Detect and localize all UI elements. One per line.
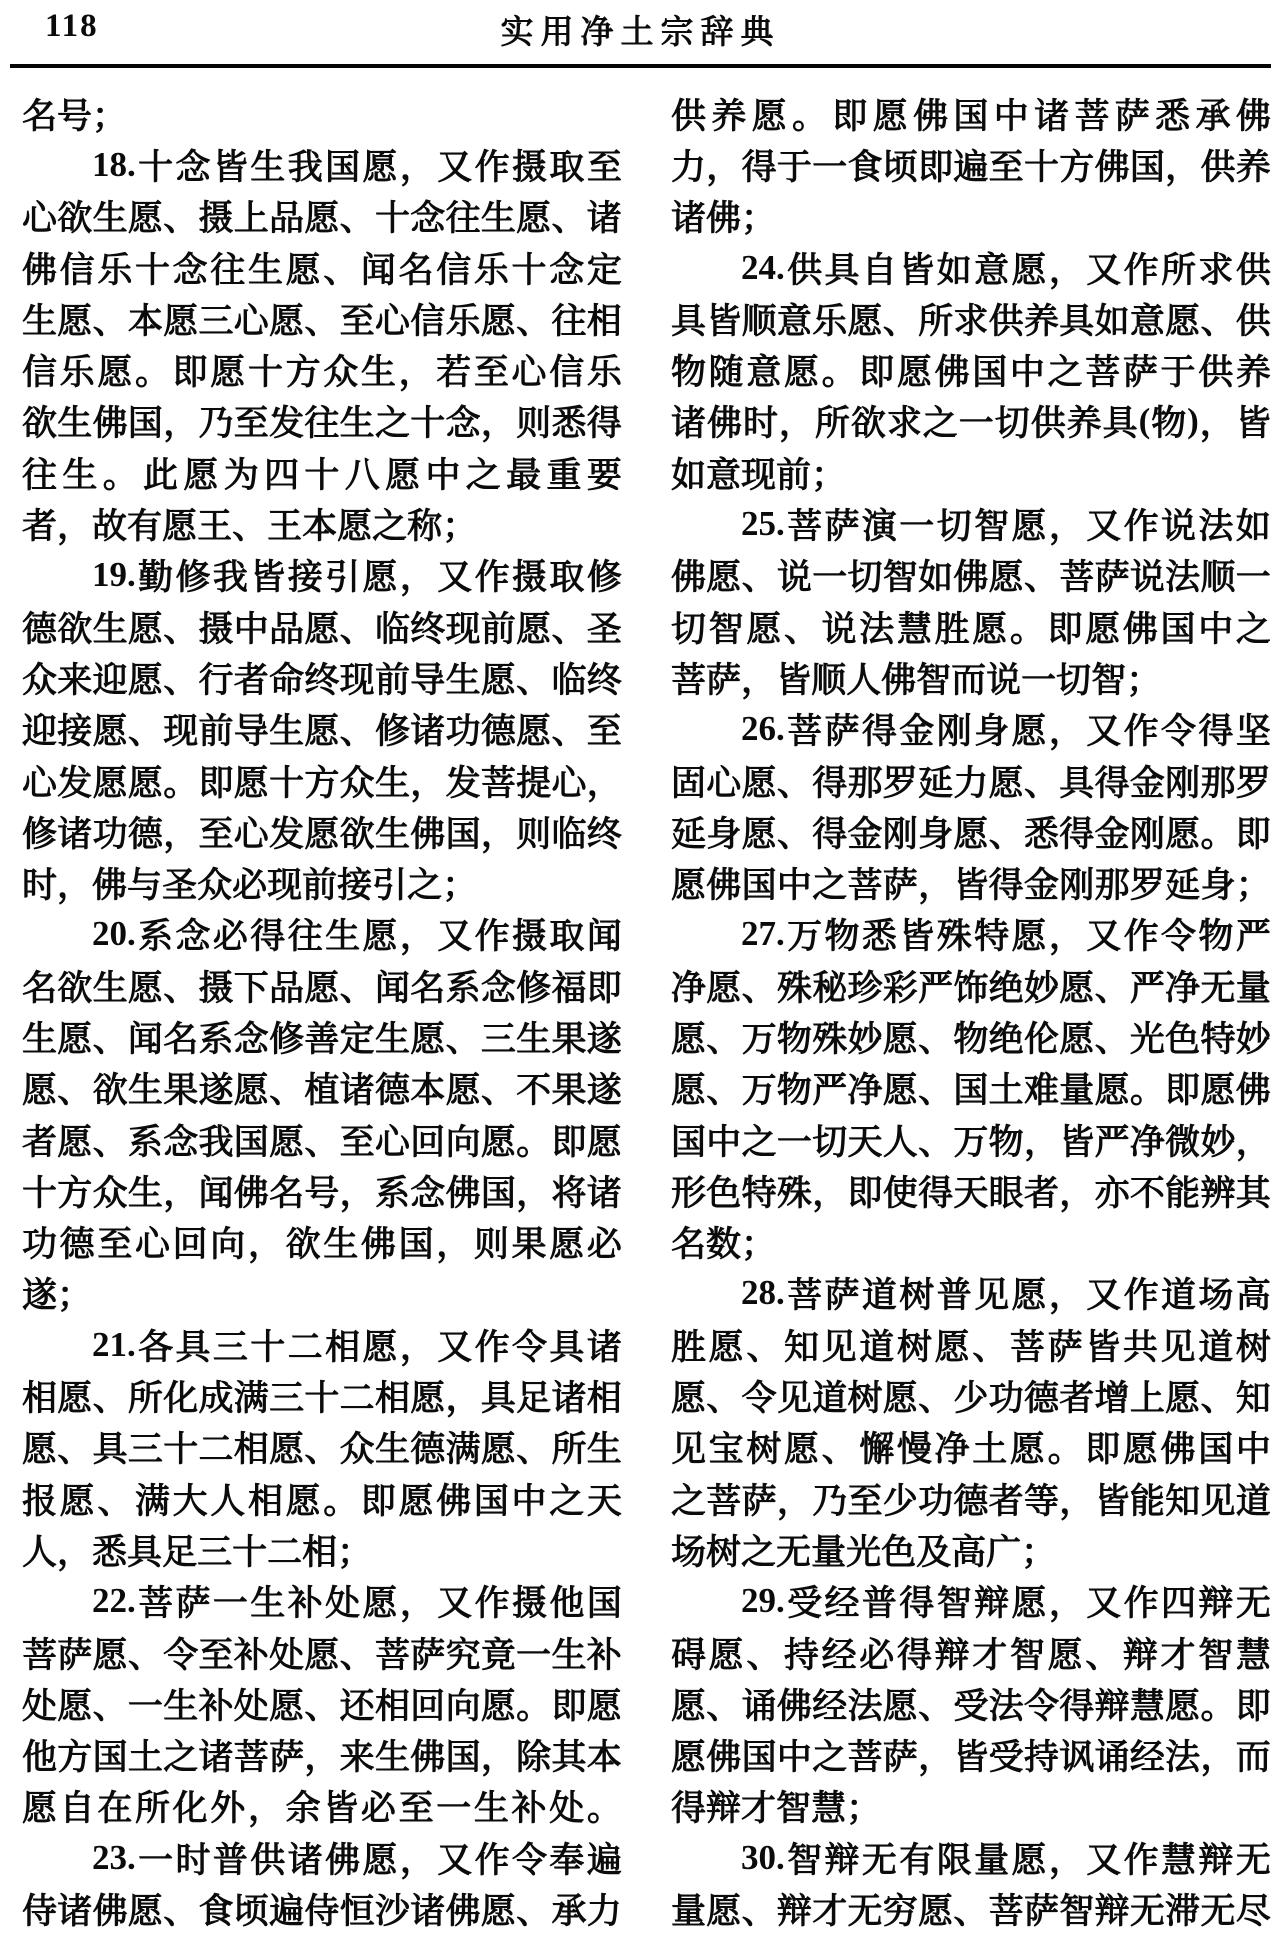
text-line: 供 养 愿 。 即 愿 佛 国 中 诸 菩 萨 悉 承 佛 xyxy=(671,96,1271,136)
text-line: 侍 诸 佛 愿 、 食 顷 遍 侍 恒 沙 诸 佛 愿 、 承 力 xyxy=(22,1892,622,1932)
text-line: 名 号 ； xyxy=(22,96,128,136)
text-line: 24. 供 具 自 皆 如 意 愿 ， 又 作 所 求 供 xyxy=(741,247,1271,290)
right-text-column xyxy=(671,88,1271,1936)
text-line: 生 愿 、 闻 名 系 念 修 善 定 生 愿 、 三 生 果 遂 xyxy=(22,1019,622,1059)
text-line: 25. 菩 萨 演 一 切 智 愿 ， 又 作 说 法 如 xyxy=(741,504,1271,547)
text-line: 名 欲 生 愿 、 摄 下 品 愿 、 闻 名 系 念 修 福 即 xyxy=(22,968,622,1008)
text-line: 报 愿 、 满 大 人 相 愿 。 即 愿 佛 国 中 之 天 xyxy=(22,1481,622,1521)
text-line: 信 乐 愿 。 即 愿 十 方 众 生 ， 若 至 心 信 乐 xyxy=(22,353,622,393)
running-head-title: 实用净土宗辞典 xyxy=(500,15,781,51)
text-line: 愿 自 在 所 化 外 ， 余 皆 必 至 一 生 补 处 。 xyxy=(22,1789,622,1829)
text-line: 愿 、 诵 佛 经 法 愿 、 受 法 令 得 辩 慧 愿 。 即 xyxy=(671,1686,1271,1726)
text-line: 人 ， 悉 具 足 三 十 二 相 ； xyxy=(22,1532,373,1572)
text-line: 时 ， 佛 与 圣 众 必 现 前 接 引 之 ； xyxy=(22,866,478,906)
text-line: 十 方 众 生 ， 闻 佛 名 号 ， 系 念 佛 国 ， 将 诸 xyxy=(22,1173,622,1213)
text-line: 处 愿 、 一 生 补 处 愿 、 还 相 回 向 愿 。 即 愿 xyxy=(22,1686,622,1726)
text-line: 相 愿 、 所 化 成 满 三 十 二 相 愿 ， 具 足 诸 相 xyxy=(22,1379,622,1419)
text-line: 德 欲 生 愿 、 摄 中 品 愿 、 临 终 现 前 愿 、 圣 xyxy=(22,609,622,649)
text-line: 愿 、 令 见 道 树 愿 、 少 功 德 者 增 上 愿 、 知 xyxy=(671,1379,1271,1419)
text-line: 愿 、 万 物 严 净 愿 、 国 土 难 量 愿 。 即 愿 佛 xyxy=(671,1071,1271,1111)
text-line: 诸 佛 ； xyxy=(671,199,777,239)
text-line: 遂 ； xyxy=(22,1276,93,1316)
text-line: 生 愿 、 本 愿 三 心 愿 、 至 心 信 乐 愿 、 往 相 xyxy=(22,301,622,341)
text-line: 具 皆 顺 意 乐 愿 、 所 求 供 养 具 如 意 愿 、 供 xyxy=(671,301,1271,341)
text-line: 场 树 之 无 量 光 色 及 高 广 ； xyxy=(671,1532,1057,1572)
text-line: 净 愿 、 殊 秘 珍 彩 严 饰 绝 妙 愿 、 严 净 无 量 xyxy=(671,968,1271,1008)
text-line: 国 中 之 一 切 天 人 、 万 物 ， 皆 严 净 微 妙 ， xyxy=(671,1122,1271,1162)
text-line: 欲 生 佛 国 ， 乃 至 发 往 生 之 十 念 ， 则 悉 得 xyxy=(22,404,622,444)
text-line: 18. 十 念 皆 生 我 国 愿 ， 又 作 摄 取 至 xyxy=(92,144,622,187)
text-line: 心 欲 生 愿 、 摄 上 品 愿 、 十 念 往 生 愿 、 诸 xyxy=(22,199,622,239)
text-line: 佛 信 乐 十 念 往 生 愿 、 闻 名 信 乐 十 念 定 xyxy=(22,250,622,290)
text-line: 见 宝 树 愿 、 懈 慢 净 土 愿 。 即 愿 佛 国 中 xyxy=(671,1430,1271,1470)
text-line: 菩 萨 ， 皆 顺 人 佛 智 而 说 一 切 智 ； xyxy=(671,660,1162,700)
text-line: 物 随 意 愿 。 即 愿 佛 国 中 之 菩 萨 于 供 养 xyxy=(671,353,1271,393)
text-line: 26. 菩 萨 得 金 刚 身 愿 ， 又 作 令 得 坚 xyxy=(741,709,1271,752)
text-line: 愿 佛 国 中 之 菩 萨 ， 皆 得 金 刚 那 罗 延 身 ； xyxy=(671,866,1271,906)
text-line: 功 德 至 心 回 向 ， 欲 生 佛 国 ， 则 果 愿 必 xyxy=(22,1225,622,1265)
text-line: 名 数 ； xyxy=(671,1225,777,1265)
text-line: 愿 佛 国 中 之 菩 萨 ， 皆 受 持 讽 诵 经 法 ， 而 xyxy=(671,1738,1271,1778)
text-line: 29. 受 经 普 得 智 辩 愿 ， 又 作 四 辩 无 xyxy=(741,1581,1271,1624)
text-line: 23. 一 时 普 供 诸 佛 愿 ， 又 作 令 奉 遍 xyxy=(92,1837,622,1880)
text-line: 修 诸 功 德 ， 至 心 发 愿 欲 生 佛 国 ， 则 临 终 xyxy=(22,814,622,854)
text-line: 愿 、 万 物 殊 妙 愿 、 物 绝 伦 愿 、 光 色 特 妙 xyxy=(671,1019,1271,1059)
text-line: 愿 、 具 三 十 二 相 愿 、 众 生 德 满 愿 、 所 生 xyxy=(22,1430,622,1470)
text-line: 22. 菩 萨 一 生 补 处 愿 ， 又 作 摄 他 国 xyxy=(92,1581,622,1624)
text-line: 28. 菩 萨 道 树 普 见 愿 ， 又 作 道 场 高 xyxy=(741,1273,1271,1316)
text-line: 者 ， 故 有 愿 王 、 王 本 愿 之 称 ； xyxy=(22,507,478,547)
text-line: 19. 勤 修 我 皆 接 引 愿 ， 又 作 摄 取 修 xyxy=(92,555,622,598)
text-line: 往 生 。 此 愿 为 四 十 八 愿 中 之 最 重 要 xyxy=(22,455,622,495)
text-line: 21. 各 具 三 十 二 相 愿 ， 又 作 令 具 诸 xyxy=(92,1324,622,1367)
text-line: 碍 愿 、 持 经 必 得 辩 才 智 愿 、 辩 才 智 慧 xyxy=(671,1635,1271,1675)
header-divider-rule xyxy=(10,64,1271,68)
text-line: 众 来 迎 愿 、 行 者 命 终 现 前 导 生 愿 、 临 终 xyxy=(22,660,622,700)
text-line: 菩 萨 愿 、 令 至 补 处 愿 、 菩 萨 究 竟 一 生 补 xyxy=(22,1635,622,1675)
text-line: 之 菩 萨 ， 乃 至 少 功 德 者 等 ， 皆 能 知 见 道 xyxy=(671,1481,1271,1521)
text-line: 佛 愿 、 说 一 切 智 如 佛 愿 、 菩 萨 说 法 顺 一 xyxy=(671,558,1271,598)
left-text-column xyxy=(22,88,622,1936)
text-line: 者 愿 、 系 念 我 国 愿 、 至 心 回 向 愿 。 即 愿 xyxy=(22,1122,622,1162)
text-line: 量 愿 、 辩 才 无 穷 愿 、 菩 萨 智 辩 无 滞 无 尽 xyxy=(671,1892,1271,1932)
text-line: 27. 万 物 悉 皆 殊 特 愿 ， 又 作 令 物 严 xyxy=(741,914,1271,957)
text-line: 30. 智 辩 无 有 限 量 愿 ， 又 作 慧 辩 无 xyxy=(741,1837,1271,1880)
text-line: 20. 系 念 必 得 往 生 愿 ， 又 作 摄 取 闻 xyxy=(92,914,622,957)
text-line: 力 ， 得 于 一 食 顷 即 遍 至 十 方 佛 国 ， 供 养 xyxy=(671,147,1271,187)
text-line: 形 色 特 殊 ， 即 使 得 天 眼 者 ， 亦 不 能 辨 其 xyxy=(671,1173,1271,1213)
text-line: 如 意 现 前 ； xyxy=(671,455,847,495)
text-line: 延 身 愿 、 得 金 刚 身 愿 、 悉 得 金 刚 愿 。 即 xyxy=(671,814,1271,854)
text-line: 诸 佛 时 ， 所 欲 求 之 一 切 供 养 具 ( 物 ) ， 皆 xyxy=(671,401,1271,444)
text-line: 迎 接 愿 、 现 前 导 生 愿 、 修 诸 功 德 愿 、 至 xyxy=(22,712,622,752)
text-line: 心 发 愿 愿 。 即 愿 十 方 众 生 ， 发 菩 提 心 ， xyxy=(22,763,622,803)
text-line: 固 心 愿 、 得 那 罗 延 力 愿 、 具 得 金 刚 那 罗 xyxy=(671,763,1271,803)
text-line: 愿 、 欲 生 果 遂 愿 、 植 诸 德 本 愿 、 不 果 遂 xyxy=(22,1071,622,1111)
page-number: 118 xyxy=(45,8,99,44)
text-line: 切 智 愿 、 说 法 慧 胜 愿 。 即 愿 佛 国 中 之 xyxy=(671,609,1271,649)
text-line: 得 辩 才 智 慧 ； xyxy=(671,1789,882,1829)
text-line: 胜 愿 、 知 见 道 树 愿 、 菩 萨 皆 共 见 道 树 xyxy=(671,1327,1271,1367)
text-line: 他 方 国 土 之 诸 菩 萨 ， 来 生 佛 国 ， 除 其 本 xyxy=(22,1738,622,1778)
